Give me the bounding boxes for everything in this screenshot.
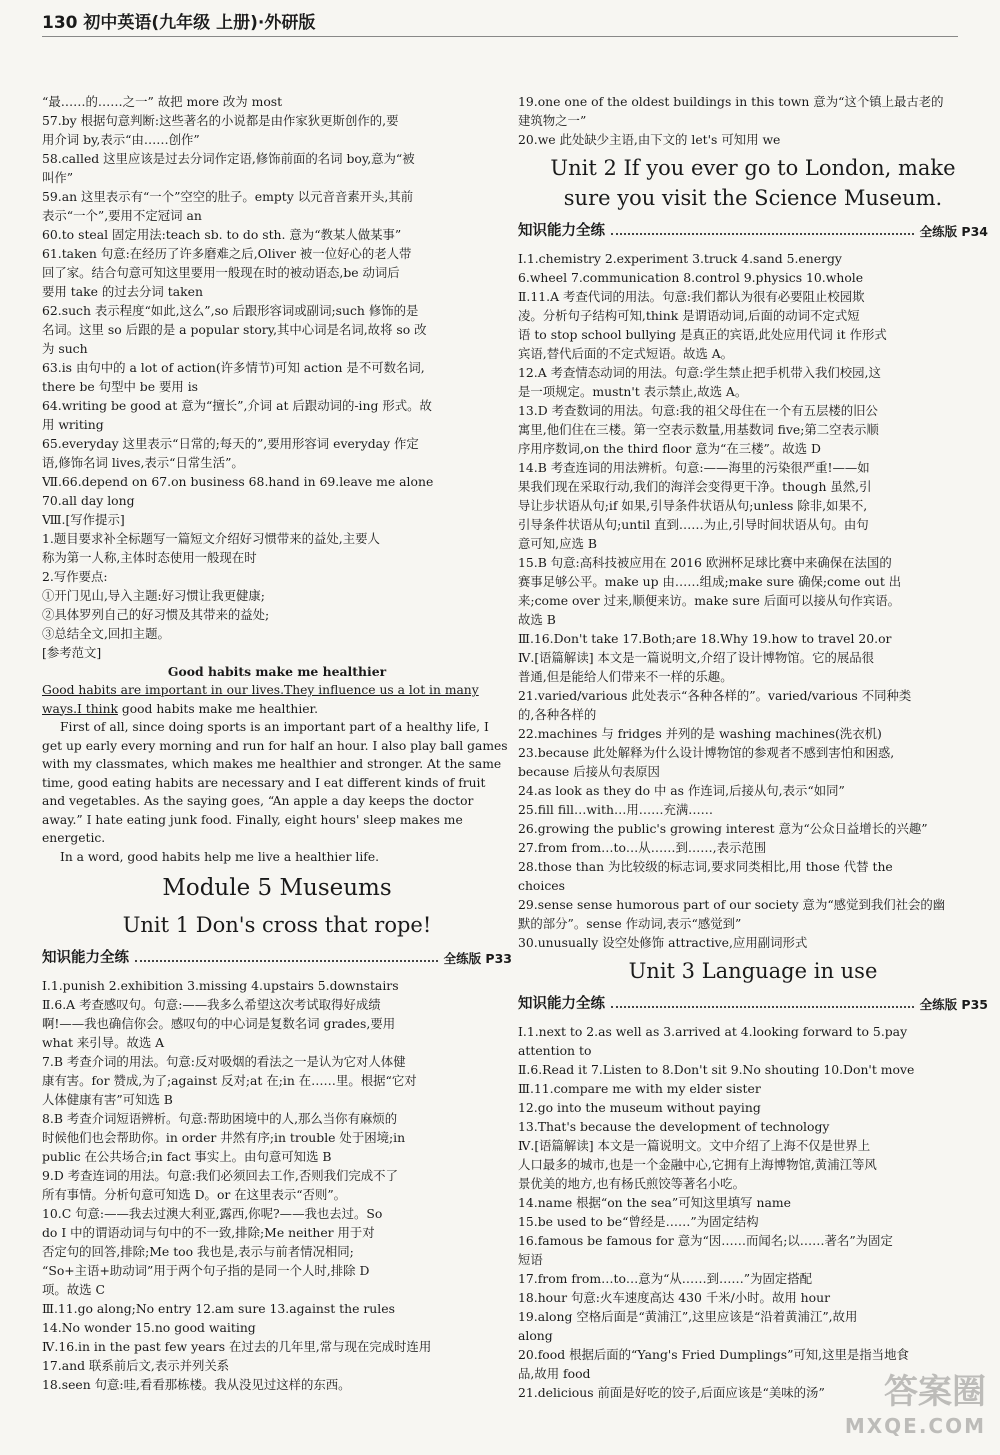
answer-line: 21.delicious 前面是好吃的饺子,后面应该是“美味的汤” [518, 1385, 825, 1400]
right-answer-lines-1 [518, 92, 988, 149]
answer-line: 23.because 此处解释为什么设计博物馆的参观者不感到害怕和困惑, [518, 745, 895, 760]
answer-line: 默的部分”。sense 作动词,表示“感觉到” [518, 916, 742, 931]
answer-line: 语 to stop school bullying 是真正的宾语,此处应用代词 it 作形式 [518, 327, 887, 342]
answer-line: 64.writing be good at 意为“擅长”,介词 at 后跟动词的-ing 形式。故 [42, 398, 432, 413]
answer-line: 14.No wonder 15.no good waiting [42, 1320, 256, 1335]
answer-line: 30.unusually 设空处修饰 attractive,应用副词形式 [518, 935, 808, 950]
answer-line: ③总结全文,回扣主题。 [42, 626, 170, 641]
answer-line: “So+主语+助动词”用于两个句子指的是同一个人时,排除 D [42, 1263, 370, 1278]
section-header [518, 217, 988, 245]
answer-line: 赛事足够公平。make up 由……组成;make sure 确保;come out 出 [518, 574, 902, 589]
answer-line: 所有事情。分析句意可知选 D。or 在这里表示“否则”。 [42, 1187, 347, 1202]
answer-line: along [518, 1328, 553, 1343]
answer-line: 61.taken 句意:在经历了许多磨难之后,Oliver 被一位好心的老人带 [42, 246, 412, 261]
answer-line: 29.sense sense humorous part of our society 意为“感觉到我们社会的幽 [518, 897, 946, 912]
module-title: Module 5 Museums [162, 875, 392, 901]
dotted-leader [611, 233, 914, 235]
right-answer-lines-2 [518, 249, 988, 952]
answer-line: 的,各种各样的 [518, 707, 597, 722]
answer-line: 用介词 by,表示“由……创作” [42, 132, 200, 147]
answer-line: 21.varied/various 此处表示“各种各样的”。varied/various 不同种类 [518, 688, 912, 703]
answer-line: 6.wheel 7.communication 8.control 9.physics 10.whole [518, 270, 864, 285]
answer-line: 寓里,他们住在三楼。第一空表示数量,用基数词 five;第二空表示顺 [518, 422, 879, 437]
answer-line: Ⅳ.[语篇解读] 本文是一篇说明文,介绍了设计博物馆。它的展品很 [518, 650, 875, 665]
answer-line: 70.all day long [42, 493, 135, 508]
answer-line: 12.A 考查情态动词的用法。句意:学生禁止把手机带入我们校园,这 [518, 365, 881, 380]
answer-line: 63.is 由句中的 a lot of action(许多情节)可知 action 是不可数名词, [42, 360, 425, 375]
answer-line: 9.D 考查连词的用法。句意:我们必须回去工作,否则我们完成不了 [42, 1168, 398, 1183]
answer-line: 用 writing [42, 417, 104, 432]
answer-line: 时候他们也会帮助你。in order 井然有序;in trouble 处于困境;in [42, 1130, 406, 1145]
answer-line: 25.fill fill…with…用……充满…… [518, 802, 714, 817]
answer-line: 57.by 根据句意判断:这些著名的小说都是由作家狄更斯创作的,要 [42, 113, 399, 128]
answer-line: 叫作” [42, 170, 74, 185]
answer-line: Ⅳ.16.in in the past few years 在过去的几年里,常与现在完成时连用 [42, 1339, 432, 1354]
header-rule [42, 36, 958, 37]
answer-line: 康有害。for 赞成,为了;against 反对;at 在;in 在……里。根据“它对 [42, 1073, 417, 1088]
answer-line: 项。故选 C [42, 1282, 105, 1297]
watermark-url: MXQE.COM [844, 1414, 986, 1438]
answer-line: 否定句的回答,排除;Me too 我也是,表示与前者情况相同; [42, 1244, 354, 1259]
answer-line: Ⅱ.6.Read it 7.Listen to 8.Don't sit 9.No shouting 10.Don't move [518, 1062, 915, 1077]
answer-line: Ⅶ.66.depend on 67.on business 68.hand in 69.leave me alone [42, 474, 434, 489]
section-ref: 全练版 P35 [919, 996, 988, 1012]
answer-line: 人体健康有害”可知选 B [42, 1092, 173, 1107]
answer-line: 22.machines 与 fridges 并列的是 washing machines(洗衣机) [518, 726, 882, 741]
essay-first-rest: good habits make me healthier. [117, 701, 318, 716]
answer-line: Ⅱ.6.A 考查感叹句。句意:——我多么希望这次考试取得好成绩 [42, 997, 381, 1012]
answer-line: 人口最多的城市,也是一个金融中心,它拥有上海博物馆,黄浦江等风 [518, 1157, 877, 1172]
answer-line: Ⅰ.1.punish 2.exhibition 3.missing 4.upstairs 5.downstairs [42, 978, 399, 993]
answer-line: 引导条件状语从句;until 直到……为止,引导时间状语从句。由句 [518, 517, 869, 532]
answer-line: 1.题目要求补全标题写一篇短文介绍好习惯带来的益处,主要人 [42, 531, 380, 546]
dotted-leader [611, 1006, 914, 1008]
answer-line: 2.写作要点: [42, 569, 108, 584]
answer-line: 意可知,应选 B [518, 536, 597, 551]
unit2-title-line2: sure you visit the Science Museum. [563, 186, 943, 210]
answer-line: “最……的……之一” 故把 more 改为 most [42, 94, 283, 109]
left-answer-lines-2 [42, 976, 512, 1394]
section-header [42, 944, 512, 972]
answer-line: 15.be used to be“曾经是……”为固定结构 [518, 1214, 759, 1229]
answer-line: there be 句型中 be 要用 is [42, 379, 199, 394]
answer-line: ①开门见山,导入主题:好习惯让我更健康; [42, 588, 265, 603]
section-ref: 全练版 P34 [919, 223, 988, 239]
unit3-title: Unit 3 Language in use [628, 959, 878, 983]
answer-line: 58.called 这里应该是过去分词作定语,修饰前面的名词 boy,意为“被 [42, 151, 415, 166]
unit2-title-line1: Unit 2 If you ever go to London, make [550, 156, 956, 180]
answer-line: Ⅰ.1.chemistry 2.experiment 3.truck 4.sand 5.energy [518, 251, 842, 266]
answer-line: 19.one one of the oldest buildings in this town 意为“这个镇上最古老的 [518, 94, 944, 109]
answer-line: 7.B 考查介词的用法。句意:反对吸烟的看法之一是认为它对人体健 [42, 1054, 406, 1069]
answer-line: 18.seen 句意:哇,看看那栋楼。我从没见过这样的东西。 [42, 1377, 351, 1392]
answer-line: 10.C 句意:——我去过澳大利亚,露西,你呢?——我也去过。So [42, 1206, 383, 1221]
answer-line: 18.hour 句意:火车速度高达 430 千米/小时。故用 hour [518, 1290, 831, 1305]
answer-line: 17.from from…to…意为“从……到……”为固定搭配 [518, 1271, 813, 1286]
answer-line: choices [518, 878, 565, 893]
answer-line: 品,故用 food [518, 1366, 591, 1381]
answer-line: Ⅲ.11.go along;No entry 12.am sure 13.against the rules [42, 1301, 395, 1316]
answer-line: do I 中的谓语动词与句中的不一致,排除;Me neither 用于对 [42, 1225, 375, 1240]
answer-line: 13.D 考查数词的用法。句意:我的祖父母住在一个有五层楼的旧公 [518, 403, 878, 418]
answer-line: 来;come over 过来,顺便来访。make sure 后面可以接从句作宾语。 [518, 593, 901, 608]
answer-line: because 后接从句表原因 [518, 764, 660, 779]
essay-paragraph-2: First of all, since doing sports is an important part of a healthy life, I get up early every morning and run for half an hour. I also play ball games with my classmates, which makes me healthier and stronger. At the same time, good eating habits are necessary and I eat different kinds of fruit and vegetables. As the saying goes, “An apple a day keeps the doctor away.” I hate eating junk food. Finally, eight hours' sleep makes me energetic. [42, 720, 508, 845]
answer-line: 称为第一人称,主体时态使用一般现在时 [42, 550, 257, 565]
essay-paragraph-3: In a word, good habits help me live a healthier life. [60, 849, 380, 864]
answer-line: 普通,但是能给人们带来不一样的乐趣。 [518, 669, 733, 684]
answer-line: Ⅷ.[写作提示] [42, 512, 125, 527]
answer-line: 15.B 句意:高科技被应用在 2016 欧洲杯足球比赛中来确保在法国的 [518, 555, 892, 570]
answer-line: 28.those than 为比较级的标志词,要求同类相比,用 those 代替 the [518, 859, 893, 874]
answer-line: 20.food 根据后面的“Yang's Fried Dumplings”可知,这里是指当地食 [518, 1347, 909, 1362]
page-header: 130 初中英语(九年级 上册)·外研版 [42, 13, 316, 33]
answer-line: 宾语,替代后面的不定式短语。故选 A。 [518, 346, 734, 361]
unit1-title: Unit 1 Don's cross that rope! [122, 913, 432, 937]
section-header [518, 990, 988, 1018]
answer-line: 19.along 空格后面是“黄浦江”,这里应该是“沿着黄浦江”,故用 [518, 1309, 858, 1324]
answer-line: 啊!——我也确信你会。感叹句的中心词是复数名词 grades,要用 [42, 1016, 396, 1031]
dotted-leader [135, 960, 438, 962]
answer-line: 65.everyday 这里表示“日常的;每天的”,要用形容词 everyday 作定 [42, 436, 419, 451]
answer-line: 59.an 这里表示有“一个”空空的肚子。empty 以元音音素开头,其前 [42, 189, 414, 204]
answer-line: 16.famous be famous for 意为“因……而闻名;以……著名”为固定 [518, 1233, 893, 1248]
answer-line: 回了家。结合句意可知这里要用一般现在时的被动语态,be 动词后 [42, 265, 400, 280]
answer-line: Ⅳ.[语篇解读] 本文是一篇说明文。文中介绍了上海不仅是世界上 [518, 1138, 871, 1153]
essay-title: Good habits make me healthier [167, 664, 387, 679]
section-label: 知识能力全练 [518, 222, 605, 239]
answer-line: 20.we 此处缺少主语,由下文的 let's 可知用 we [518, 132, 781, 147]
answer-line: 导让步状语从句;if 如果,引导条件状语从句;unless 除非,如果不, [518, 498, 868, 513]
answer-line: 17.and 联系前后文,表示并列关系 [42, 1358, 230, 1373]
answer-line: attention to [518, 1043, 592, 1058]
answer-line: public 在公共场合;in fact 事实上。由句意可知选 B [42, 1149, 332, 1164]
answer-line: 建筑物之一” [518, 113, 587, 128]
answer-line: 24.as look as they do 中 as 作连词,后接从句,表示“如同” [518, 783, 845, 798]
essay-underlined: Good habits are important in our lives.They influence us a lot in many ways.I think [42, 683, 479, 716]
essay-body [42, 681, 512, 866]
answer-line: 8.B 考查介词短语辨析。句意:帮助困境中的人,那么当你有麻烦的 [42, 1111, 398, 1126]
answer-line: Ⅰ.1.next to 2.as well as 3.arrived at 4.looking forward to 5.pay [518, 1024, 908, 1039]
answer-line: Ⅲ.11.compare me with my elder sister [518, 1081, 761, 1096]
section-label: 知识能力全练 [518, 995, 605, 1012]
section-ref: 全练版 P33 [443, 950, 512, 966]
answer-line: 14.B 考查连词的用法辨析。句意:——海里的污染很严重!——如 [518, 460, 870, 475]
answer-line: 名词。这里 so 后跟的是 a popular story,其中心词是名词,故将 so 改 [42, 322, 427, 337]
answer-line: 12.go into the museum without paying [518, 1100, 761, 1115]
answer-line: 62.such 表示程度“如此,这么”,so 后跟形容词或副词;such 修饰的是 [42, 303, 419, 318]
answer-line: 60.to steal 固定用法:teach sb. to do sth. 意为“教某人做某事” [42, 227, 402, 242]
answer-line: 景优美的地方,也有杨氏煎饺等著名小吃。 [518, 1176, 745, 1191]
answer-line: 是一项规定。mustn't 表示禁止,故选 A。 [518, 384, 748, 399]
watermark-text: 答案圈 [884, 1372, 986, 1412]
right-answer-lines-3 [518, 1022, 988, 1402]
answer-line: 14.name 根据“on the sea”可知这里填写 name [518, 1195, 791, 1210]
answer-line: [参考范文] [42, 645, 102, 660]
left-answer-lines [42, 92, 512, 662]
section-label: 知识能力全练 [42, 949, 129, 966]
answer-line: 26.growing the public's growing interest 意为“公众日益增长的兴趣” [518, 821, 928, 836]
answer-line: 27.from from…to…从……到……,表示范围 [518, 840, 767, 855]
answer-line: what 来引导。故选 A [42, 1035, 165, 1050]
answer-line: 语,修饰名词 lives,表示“日常生活”。 [42, 455, 244, 470]
answer-line: 要用 take 的过去分词 taken [42, 284, 203, 299]
answer-line: 短语 [518, 1252, 543, 1267]
watermark-logo [844, 1372, 986, 1443]
answer-line: Ⅱ.11.A 考查代词的用法。句意:我们都认为很有必要阻止校园欺 [518, 289, 865, 304]
answer-line: ②具体罗列自己的好习惯及其带来的益处; [42, 607, 270, 622]
left-column [42, 92, 512, 1394]
answer-line: 果我们现在采取行动,我们的海洋会变得更干净。though 虽然,引 [518, 479, 872, 494]
right-column [518, 92, 988, 1402]
answer-line: 表示“一个”,要用不定冠词 an [42, 208, 202, 223]
answer-line: 凌。分析句子结构可知,think 是谓语动词,后面的动词不定式短 [518, 308, 860, 323]
answer-line: 13.That's because the development of technology [518, 1119, 830, 1134]
answer-line: Ⅲ.16.Don't take 17.Both;are 18.Why 19.how to travel 20.or [518, 631, 892, 646]
answer-line: 为 such [42, 341, 88, 356]
answer-line: 故选 B [518, 612, 556, 627]
answer-line: 序用序数词,on the third floor 意为“在三楼”。故选 D [518, 441, 821, 456]
